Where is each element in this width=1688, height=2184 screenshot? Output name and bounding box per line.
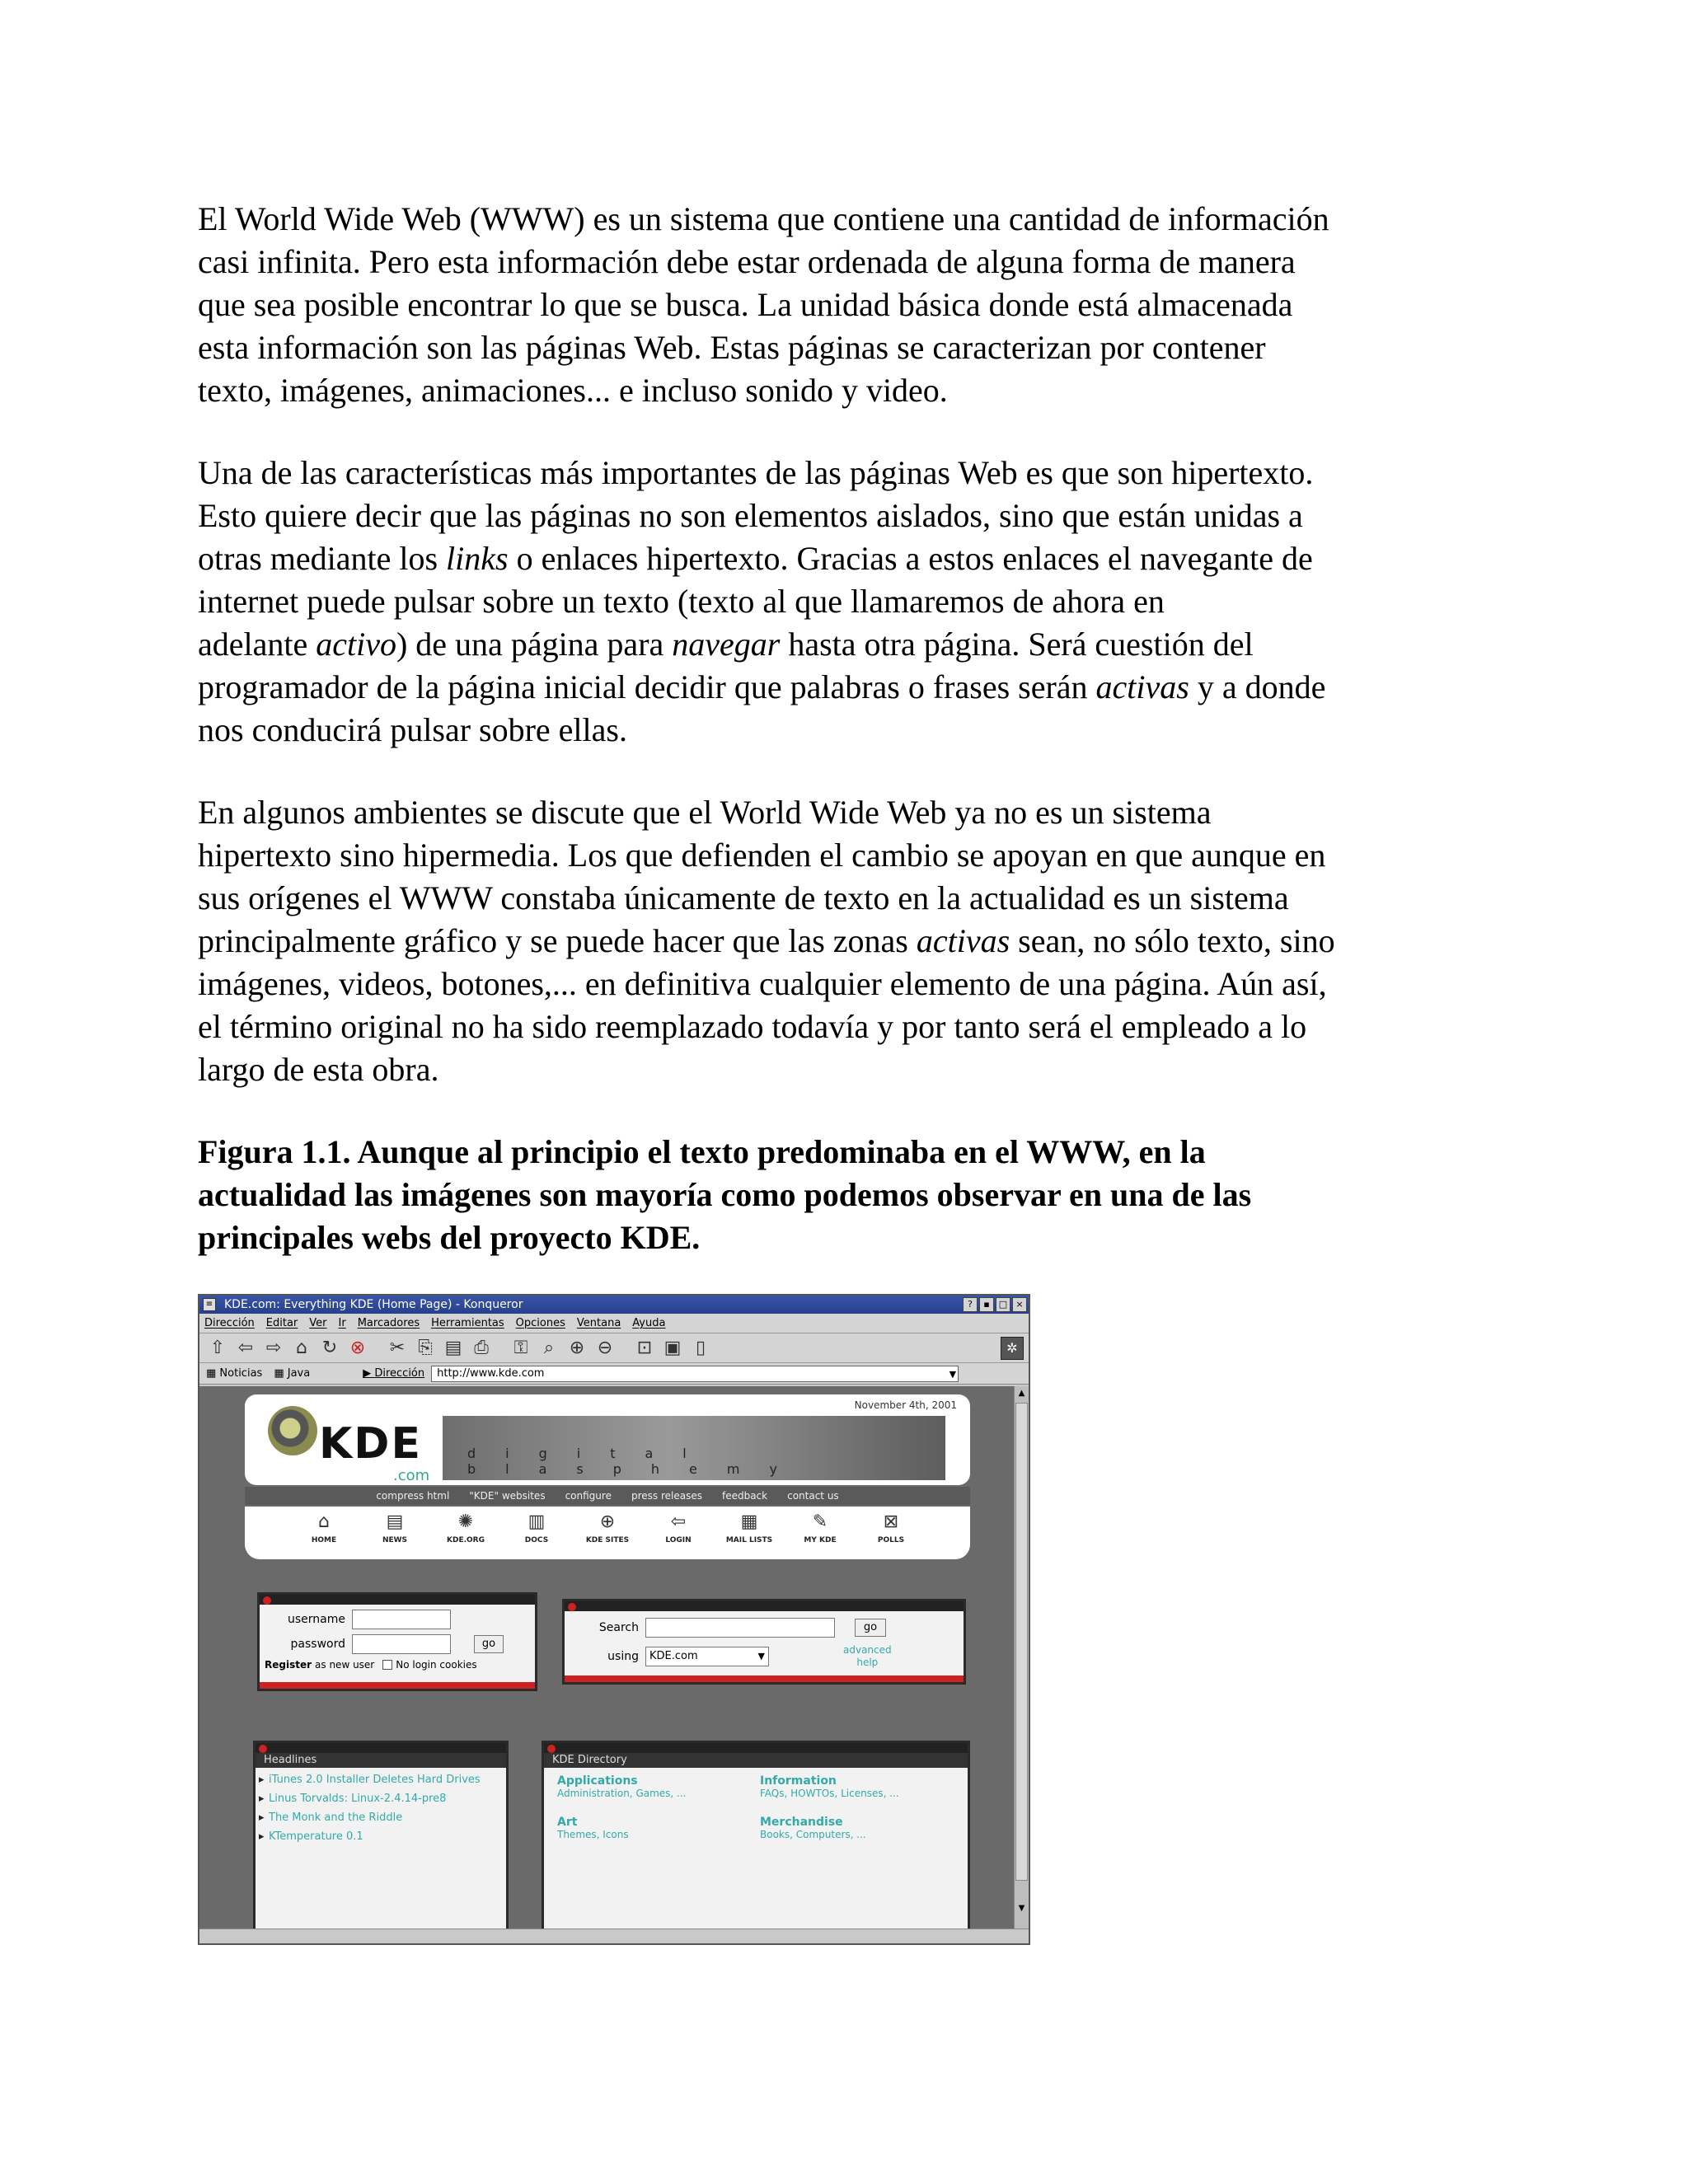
paragraph-2 <box>198 452 1500 752</box>
directory-category[interactable]: Applications <box>557 1774 638 1788</box>
text-run: sean, no sólo texto, sino <box>1010 922 1335 959</box>
reload-icon[interactable]: ↻ <box>321 1338 338 1358</box>
password-input[interactable] <box>352 1634 451 1654</box>
headline-link[interactable]: ▸ Linus Torvalds: Linux-2.4.14-pre8 <box>269 1792 501 1806</box>
red-dot-icon <box>568 1603 576 1611</box>
kde-org-icon: ✺ <box>457 1511 474 1532</box>
link-kde-websites[interactable]: "KDE" websites <box>469 1490 546 1502</box>
box-header <box>260 1595 535 1605</box>
kde-banner <box>443 1416 945 1480</box>
nav-label: NEWS <box>382 1536 408 1544</box>
menu-ayuda[interactable]: Ayuda <box>632 1317 666 1329</box>
nav-label: LOGIN <box>665 1536 692 1544</box>
directory-cell <box>557 1816 752 1852</box>
search-label: Search <box>598 1621 639 1634</box>
directory-cell <box>557 1774 752 1811</box>
home-icon: ⌂ <box>318 1511 330 1532</box>
nav-label: KDE.ORG <box>447 1536 485 1544</box>
text-run: hasta otra página. Será cuestión del <box>780 626 1254 663</box>
toolbar <box>199 1333 1029 1363</box>
help-button[interactable]: ? <box>963 1297 978 1312</box>
text-run: otras mediante los <box>198 540 447 577</box>
directory-subcats[interactable]: Themes, Icons <box>557 1829 629 1840</box>
box-header <box>256 1743 506 1753</box>
window-buttons <box>963 1297 1027 1312</box>
nav-label: DOCS <box>524 1536 549 1544</box>
headlines-box <box>253 1741 509 1938</box>
kde-header <box>245 1394 970 1485</box>
nav-my-kde[interactable] <box>796 1511 844 1559</box>
view-icon[interactable]: ▣ <box>663 1338 682 1358</box>
login-go-button[interactable]: go <box>474 1635 504 1653</box>
nav-home[interactable] <box>300 1511 348 1559</box>
nav-kde-org[interactable] <box>442 1511 490 1559</box>
link-configure[interactable]: configure <box>565 1490 612 1502</box>
select-value: KDE.com <box>649 1650 698 1662</box>
nav-label: HOME <box>311 1536 337 1544</box>
stop-icon[interactable]: ⊗ <box>349 1338 366 1358</box>
italic-term: navegar <box>672 626 781 663</box>
text-line: que sea posible encontrar lo que se busca. La unidad básica donde está almacenada <box>198 286 1293 323</box>
red-dot-icon <box>259 1745 267 1753</box>
home-icon[interactable]: ⌂ <box>296 1338 307 1358</box>
location-label: ▶ Dirección <box>363 1367 425 1380</box>
minimize-button[interactable]: ▪ <box>979 1297 994 1312</box>
polls-icon: ⊠ <box>883 1511 899 1532</box>
directory-box <box>542 1741 970 1938</box>
text-line: casi infinita. Pero esta información debe estar ordenada de alguna forma de manera <box>198 243 1296 280</box>
username-label: username <box>288 1613 345 1626</box>
caption-line: Figura 1.1. Aunque al principio el texto predominaba en el WWW, en la <box>198 1133 1206 1170</box>
globe-icon: ⊕ <box>599 1511 616 1532</box>
menu-herramientas[interactable]: Herramientas <box>431 1317 504 1329</box>
text-line: esta información son las páginas Web. Estas páginas se caracterizan por contener <box>198 329 1266 366</box>
forward-icon[interactable]: ⇨ <box>265 1338 282 1358</box>
directory-title: KDE Directory <box>544 1753 968 1768</box>
scrollbar-thumb[interactable] <box>1015 1403 1028 1881</box>
window-menu-icon[interactable]: ≡ <box>203 1298 216 1311</box>
horizontal-scrollbar[interactable] <box>199 1929 1029 1943</box>
using-label: using <box>607 1650 639 1663</box>
nav-label: POLLS <box>877 1536 905 1544</box>
toolbar-separator <box>498 1337 504 1360</box>
close-button[interactable]: × <box>1012 1297 1027 1312</box>
text-run: programador de la página inicial decidir que palabras o frases serán <box>198 668 1096 705</box>
menu-opciones[interactable]: Opciones <box>515 1317 565 1329</box>
nav-docs[interactable] <box>513 1511 560 1559</box>
lock-icon[interactable]: ⊡ <box>636 1338 653 1358</box>
chevron-down-icon: ▼ <box>757 1651 765 1661</box>
figure-caption <box>198 1131 1500 1259</box>
text-line: largo de esta obra. <box>198 1051 439 1088</box>
box-header <box>565 1601 964 1611</box>
find-icon[interactable]: ⌕ <box>543 1338 555 1358</box>
no-cookies-label: No login cookies <box>396 1659 477 1671</box>
kde-logo[interactable]: KDE <box>319 1419 422 1469</box>
nav-polls[interactable] <box>867 1511 915 1559</box>
location-bar <box>199 1363 1029 1385</box>
italic-term: activas <box>916 922 1010 959</box>
nav-kde-sites[interactable] <box>584 1511 631 1559</box>
text-run: adelante <box>198 626 316 663</box>
text-run: principalmente gráfico y se puede hacer que las zonas <box>198 922 917 959</box>
directory-subcats[interactable]: Books, Computers, ... <box>760 1829 866 1840</box>
menu-editar[interactable]: Editar <box>265 1317 298 1329</box>
box-footer <box>565 1675 964 1682</box>
menu-direccion[interactable]: Dirección <box>204 1317 255 1329</box>
text-line: texto, imágenes, animaciones... e incluso sonido y video. <box>198 372 948 409</box>
headlines-title: Headlines <box>256 1753 506 1768</box>
box-footer <box>260 1682 535 1689</box>
text-line: hipertexto sino hipermedia. Los que defienden el cambio se apoyan en que aunque en <box>198 837 1326 874</box>
back-icon[interactable]: ⇦ <box>237 1338 254 1358</box>
box-header <box>544 1743 968 1753</box>
menu-marcadores[interactable]: Marcadores <box>357 1317 420 1329</box>
text-line: internet puede pulsar sobre un texto (texto al que llamaremos de ahora en <box>198 583 1165 620</box>
register-text: as new user <box>315 1659 375 1671</box>
link-feedback[interactable]: feedback <box>721 1490 768 1502</box>
advanced-text: advanced <box>843 1644 892 1656</box>
headline-link[interactable]: ▸ iTunes 2.0 Installer Deletes Hard Drives <box>269 1773 501 1787</box>
toolbar-separator <box>621 1337 628 1360</box>
text-run: o enlaces hipertexto. Gracias a estos enlaces el navegante de <box>508 540 1313 577</box>
text-run: y a donde <box>1189 668 1326 705</box>
url-input[interactable] <box>431 1366 959 1382</box>
directory-category[interactable]: Merchandise <box>760 1816 843 1829</box>
directory-category[interactable]: Information <box>760 1774 837 1788</box>
kde-tagline: digital blasphemy <box>467 1446 807 1477</box>
login-box <box>257 1592 537 1691</box>
throbber-icon: ✲ <box>1001 1337 1024 1360</box>
security-icon[interactable]: ⚿ <box>513 1338 528 1358</box>
headline-link[interactable]: ▸ The Monk and the Riddle <box>269 1811 501 1825</box>
kde-logo-sub: .com <box>393 1467 430 1484</box>
window-titlebar <box>199 1296 1029 1314</box>
konqueror-screenshot <box>198 1294 1030 1945</box>
kde-nav <box>245 1507 970 1559</box>
location-label-text: Dirección <box>374 1367 425 1380</box>
text-run: ) de una página para <box>396 626 673 663</box>
red-dot-icon <box>547 1745 556 1753</box>
search-engine-select[interactable] <box>645 1647 769 1666</box>
mail-icon: ▦ <box>740 1511 758 1532</box>
text-line: sus orígenes el WWW constaba únicamente de texto en la actualidad es un sistema <box>198 879 1289 916</box>
directory-cell <box>760 1816 954 1852</box>
sidebar-tab-noticias[interactable]: ▦ Noticias <box>206 1367 263 1380</box>
red-dot-icon <box>263 1596 271 1605</box>
zoom-in-icon[interactable]: ⊕ <box>569 1338 585 1358</box>
directory-grid <box>544 1768 968 1852</box>
document-body <box>198 198 1500 1259</box>
register-link[interactable]: Register <box>265 1659 312 1671</box>
page-viewport <box>199 1386 1015 1930</box>
no-cookies-checkbox[interactable] <box>382 1660 392 1670</box>
login-icon: ⇦ <box>670 1511 687 1532</box>
tab-label: Java <box>287 1367 311 1380</box>
print-icon[interactable]: ⎙ <box>474 1338 489 1358</box>
cut-icon[interactable]: ✂ <box>389 1338 406 1358</box>
pencil-icon: ✎ <box>812 1511 828 1532</box>
document-icon[interactable]: ▯ <box>695 1338 706 1358</box>
nav-label: KDE SITES <box>585 1536 630 1544</box>
chevron-down-icon[interactable]: ▼ <box>949 1368 957 1380</box>
nav-news[interactable] <box>371 1511 419 1559</box>
scroll-down-icon[interactable]: ▼ <box>1018 1904 1025 1913</box>
link-compress-html[interactable]: compress html <box>376 1490 450 1502</box>
directory-subcats[interactable]: Administration, Games, ... <box>557 1788 687 1799</box>
nav-login[interactable] <box>654 1511 702 1559</box>
caption-line: actualidad las imágenes son mayoría como podemos observar en una de las <box>198 1176 1252 1213</box>
italic-term: links <box>446 540 509 577</box>
text-line: nos conducirá pulsar sobre ellas. <box>198 711 627 748</box>
toolbar-separator <box>374 1337 381 1360</box>
menu-ver[interactable]: Ver <box>309 1317 327 1329</box>
search-input[interactable] <box>645 1618 835 1638</box>
text-line: Una de las características más importantes de las páginas Web es que son hipertexto. <box>198 454 1314 491</box>
search-go-button[interactable]: go <box>855 1619 886 1637</box>
caption-line: principales webs del proyecto KDE. <box>198 1219 701 1256</box>
directory-category[interactable]: Art <box>557 1816 578 1829</box>
password-label: password <box>290 1638 345 1651</box>
maximize-button[interactable]: □ <box>996 1297 1010 1312</box>
text-line: En algunos ambientes se discute que el World Wide Web ya no es un sistema <box>198 794 1212 831</box>
help-text: help <box>856 1657 879 1668</box>
nav-mail-lists[interactable] <box>725 1511 773 1559</box>
link-contact-us[interactable]: contact us <box>787 1490 839 1502</box>
up-icon[interactable]: ⇧ <box>209 1338 226 1358</box>
vertical-scrollbar[interactable] <box>1014 1386 1029 1930</box>
kde-top-links <box>245 1487 970 1505</box>
paragraph-1 <box>198 198 1500 412</box>
text-line: El World Wide Web (WWW) es un sistema que contiene una cantidad de información <box>198 200 1329 237</box>
tab-label: Noticias <box>219 1367 263 1380</box>
username-input[interactable] <box>352 1610 451 1629</box>
link-press-releases[interactable]: press releases <box>631 1490 702 1502</box>
zoom-out-icon[interactable]: ⊖ <box>597 1338 613 1358</box>
docs-icon: ▥ <box>528 1511 546 1532</box>
site-date: November 4th, 2001 <box>854 1399 957 1411</box>
kde-gear-icon <box>268 1406 317 1455</box>
scroll-up-icon[interactable]: ▲ <box>1018 1389 1025 1398</box>
directory-cell <box>760 1774 954 1811</box>
text-line: el término original no ha sido reemplazado todavía y por tanto será el empleado a lo <box>198 1008 1307 1045</box>
headline-link[interactable]: ▸ KTemperature 0.1 <box>269 1830 501 1844</box>
sidebar-tab-java[interactable]: ▦ Java <box>274 1367 311 1380</box>
window-title: KDE.com: Everything KDE (Home Page) - Konqueror <box>224 1298 523 1311</box>
copy-icon[interactable]: ⎘ <box>418 1338 433 1358</box>
menu-ventana[interactable]: Ventana <box>576 1317 621 1329</box>
news-icon: ▤ <box>386 1511 404 1532</box>
italic-term: activo <box>316 626 396 663</box>
text-line: Esto quiere decir que las páginas no son elementos aislados, sino que están unidas a <box>198 497 1303 534</box>
paste-icon[interactable]: ▤ <box>444 1338 462 1358</box>
search-box <box>562 1599 966 1685</box>
paragraph-3 <box>198 791 1500 1091</box>
nav-label: MAIL LISTS <box>725 1536 773 1544</box>
register-row <box>265 1659 535 1671</box>
italic-term: activas <box>1095 668 1189 705</box>
nav-label: MY KDE <box>804 1536 837 1544</box>
text-line: imágenes, videos, botones,... en definitiva cualquier elemento de una página. Aún así, <box>198 965 1327 1002</box>
advanced-help-link[interactable] <box>843 1644 892 1669</box>
menu-bar <box>199 1314 1029 1333</box>
menu-ir[interactable]: Ir <box>338 1317 346 1329</box>
directory-subcats[interactable]: FAQs, HOWTOs, Licenses, ... <box>760 1788 899 1799</box>
url-value: http://www.kde.com <box>437 1366 545 1380</box>
